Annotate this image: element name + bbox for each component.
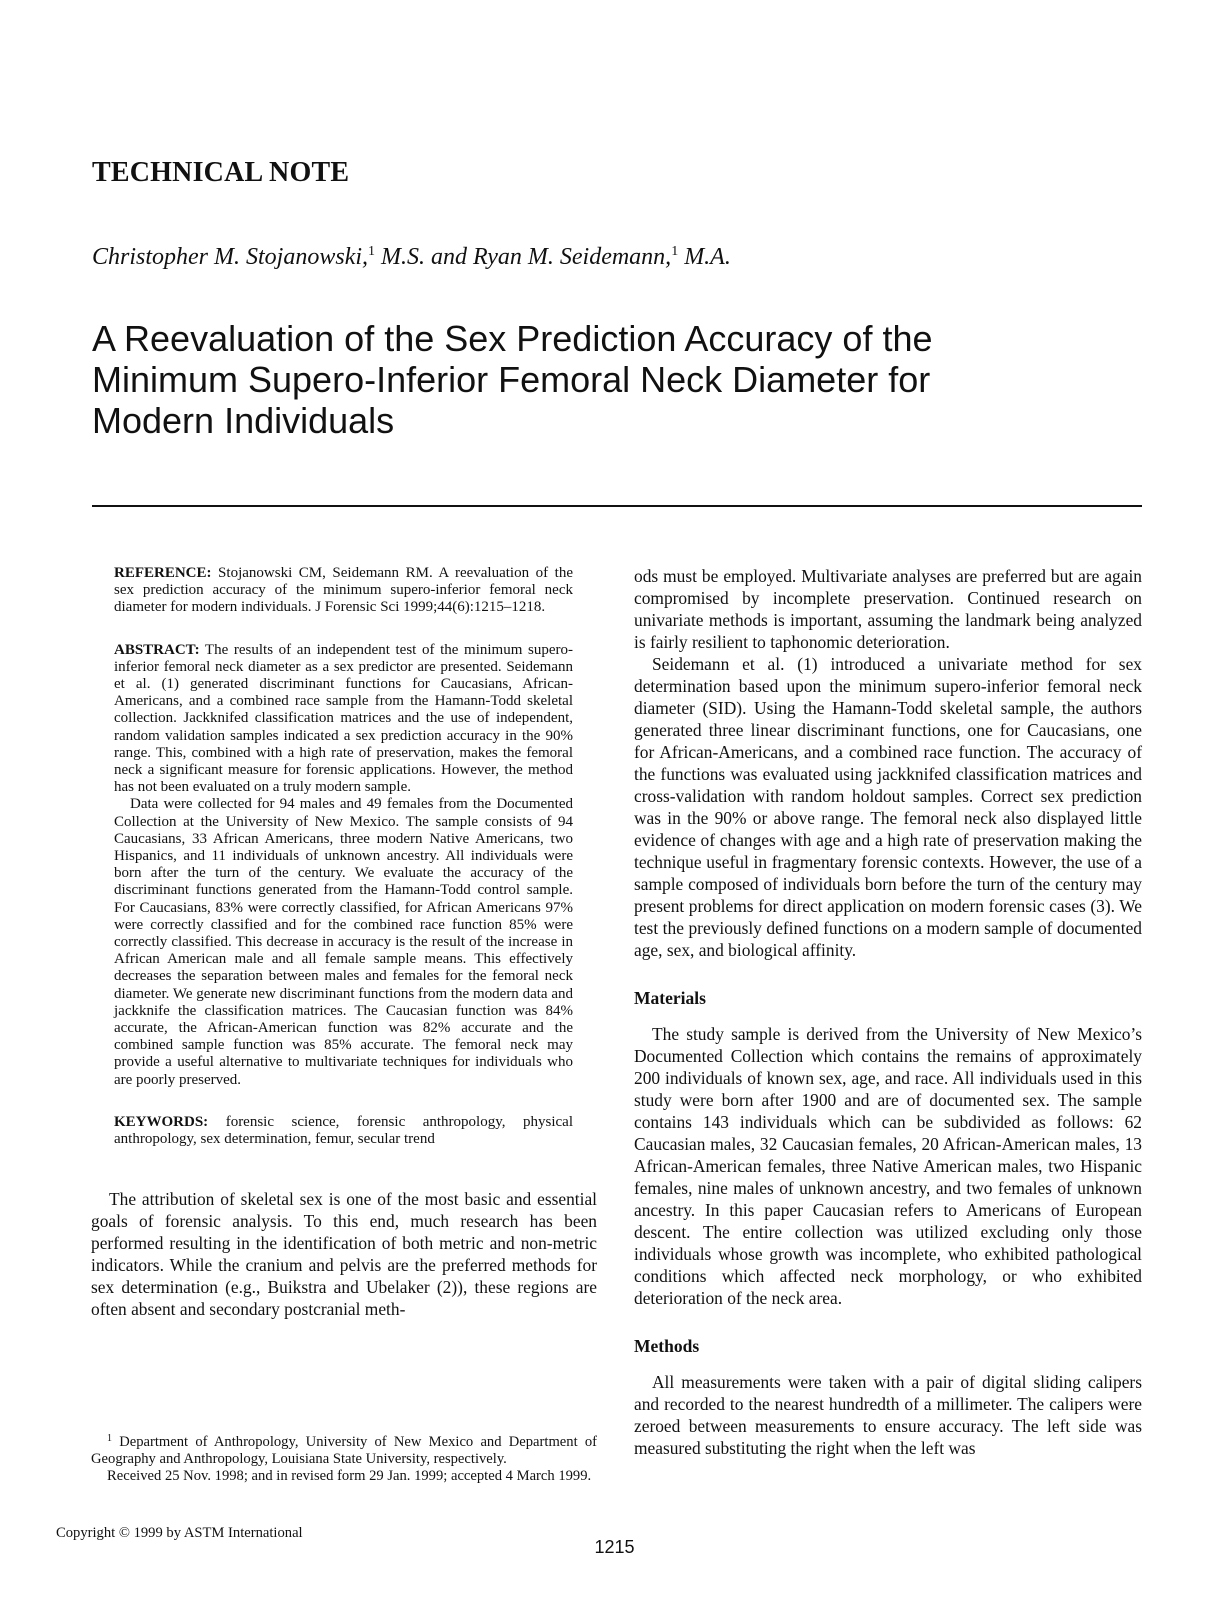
page-number: 1215 [594,1537,635,1557]
author-2-affiliation-mark: 1 [671,244,679,259]
intro-paragraph-2: Seidemann et al. (1) introduced a univariate method for sex determination based upon the minimum supero-inferior femoral neck diameter (SID). Using the Hamann-Todd skeletal sample, the authors generated three linear discriminant functions, one for Caucasians, one for African-Americans, and a combined race function. The accuracy of the functions was evaluated using jackknifed classification matrices and cross-validation with random holdout samples. Correct sex prediction was in the 90% or above range. The femoral neck also displayed little evidence of changes with age and a high rate of preservation making the technique useful in fragmentary forensic contexts. However, the use of a sample composed of individuals born before the turn of the century may present problems for direct application on modern forensic cases (3). We test the previously defined functions on a modern sample of documented age, sex, and biological affinity. [634,654,1142,960]
footnote-1-text: Department of Anthropology, University of New Mexico and Department of Geography and Anthropology, Louisiana State University, respectively. [91,1434,597,1467]
intro-start: The attribution of skeletal sex is one of the most basic and essential goals of forensic analysis. To this end, much research has been performed resulting in the identification of both metric and non-metric indicators. While the cranium and pelvis are the preferred methods for sex determination (e.g., Buikstra and Ubelaker (2)), these regions are often absent and secondary postcranial meth- [91,1189,597,1320]
author-1-name: Christopher M. Stojanowski, [92,244,369,270]
reference-block [91,565,573,617]
author-2-degree: M.A. [678,244,731,270]
author-1-degree-and-author-2: M.S. and Ryan M. Seidemann, [375,244,672,270]
copyright-notice: Copyright © 1999 by ASTM International [56,1525,303,1541]
reference-label: REFERENCE: [114,565,212,581]
materials-paragraph: The study sample is derived from the University of New Mexico’s Documented Collection which contains the remains of approximately 200 individuals of known sex, age, and race. All individuals used in this study were born after 1900 and are of documented sex. The sample contains 143 individuals which can be subdivided as follows: 62 Caucasian males, 32 Caucasian females, 20 African-American males, 13 African-American females, three Native American males, two Hispanic females, nine males of unknown ancestry, and two females of unknown ancestry. In this paper Caucasian refers to Americans of European descent. The entire collection was utilized excluding only those individuals whose growth was incomplete, who exhibited pathological conditions which affected neck morphology, or who exhibited deterioration of the neck area. [634,1024,1142,1308]
keywords-text: forensic science, forensic anthropology, physical anthropology, sex determination, femur, secular trend [114,1113,573,1148]
keywords-label: KEYWORDS: [114,1113,209,1130]
abstract-block [91,642,573,1089]
author-line [92,244,731,271]
reference-text: Stojanowski CM, Seidemann RM. A reevaluation of the sex prediction accuracy of the minimum supero-inferior femoral neck diameter for modern individuals. J Forensic Sci 1999;44(6):1215–1218. [114,565,573,616]
intro-continuation: ods must be employed. Multivariate analyses are preferred but are again compromised by incomplete preservation. Continued research on univariate methods is important, assuming the landmark being analyzed is fairly resilient to taphonomic deterioration. [634,566,1142,652]
title-divider [92,505,1142,507]
paper-title: A Reevaluation of the Sex Prediction Accuracy of the Minimum Supero-Inferior Femoral Neck Diameter for Modern Individuals [92,318,933,441]
abstract-label: ABSTRACT: [114,641,200,658]
abstract-paragraph-2: Data were collected for 94 males and 49 females from the Documented Collection at the University of New Mexico. The sample consists of 94 Caucasians, 33 African Americans, three modern Native Americans, two Hispanics, and 11 individuals of unknown ancestry. All individuals were born after the turn of the century. We evaluate the accuracy of the discriminant functions generated from the Hamann-Todd control sample. For Caucasians, 83% were correctly classified, for African Americans 97% were correctly classified and for the combined race function 85% were correctly classified. This decrease in accuracy is the result of the increase in African American male and all female sample means. This effectively decreases the separation between males and females for the femoral neck diameter. We generate new discriminant functions from the modern data and jackknife the classification matrices. The Caucasian function was 84% accurate, the African-American function was 82% accurate and the combined sample function was 85% accurate. The femoral neck may provide a useful alternative to multivariate techniques for individuals who are poorly preserved. [114,796,573,1088]
methods-heading: Methods [634,1336,700,1356]
abstract-paragraph-1: The results of an independent test of the minimum supero-inferior femoral neck diameter as a sex predictor are presented. Seidemann et al. (1) generated discriminant functions for Caucasians, African-Americans, and a combined race sample from the Hamann-Todd skeletal collection. Jackknifed classification matrices and the use of independent, random validation samples indicated a sex prediction accuracy in the 90% range. This, combined with a high rate of preservation, makes the femoral neck a significant measure for forensic applications. However, the method has not been evaluated on a truly modern sample. [114,641,573,796]
left-column [91,565,597,1320]
right-column [634,565,1142,1459]
received-dates: Received 25 Nov. 1998; and in revised form 29 Jan. 1999; accepted 4 March 1999. [107,1468,592,1484]
footnotes [91,1434,597,1485]
footnote-1-mark: 1 [107,1433,112,1444]
keywords-block [91,1114,573,1148]
methods-paragraph: All measurements were taken with a pair of digital sliding calipers and recorded to the nearest hundredth of a millimeter. The calipers were zeroed between measurements to ensure accuracy. The left side was measured substituting the right when the left was [634,1372,1142,1458]
materials-heading: Materials [634,988,706,1008]
author-1-affiliation-mark: 1 [368,244,376,259]
section-kicker: TECHNICAL NOTE [92,157,350,188]
